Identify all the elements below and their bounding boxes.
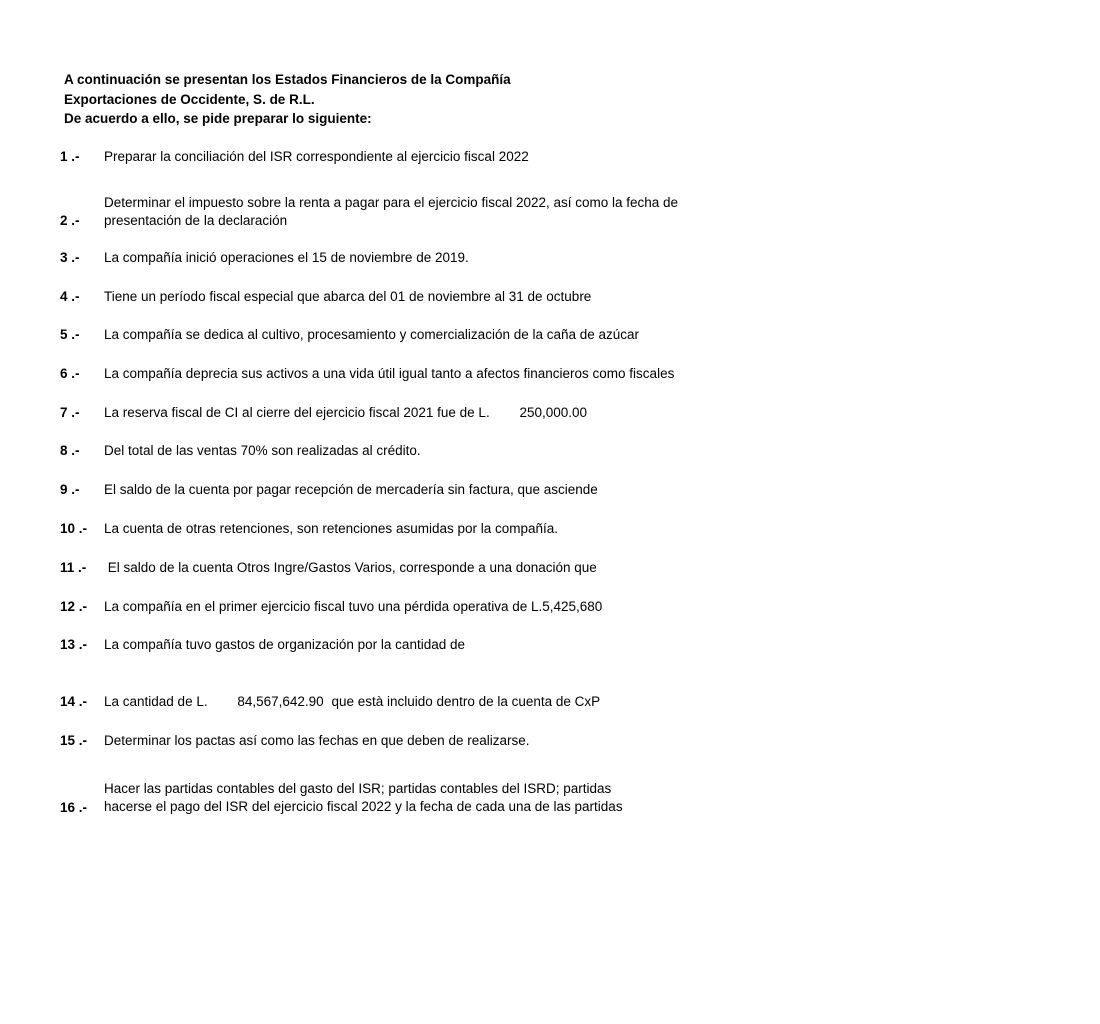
item-text (104, 780, 623, 816)
item-text: La compañía tuvo gastos de organización por la cantidad de (104, 637, 465, 652)
item-number: 15 .- (60, 733, 88, 748)
item-number: 1 .- (60, 149, 80, 164)
item-number: 6 .- (60, 366, 80, 381)
item-text-line-1: Determinar el impuesto sobre la renta a pagar para el ejercicio fiscal 2022, así como la fecha de (104, 195, 679, 210)
item-text: La cuenta de otras retenciones, son retenciones asumidas por la compañía. (104, 521, 559, 536)
item-number: 7 .- (60, 405, 80, 420)
item-text: La compañía deprecia sus activos a una vida útil igual tanto a afectos financieros como fiscales (104, 366, 675, 381)
item-text: Tiene un período fiscal especial que abarca del 01 de noviembre al 31 de octubre (104, 289, 592, 304)
item-number: 12 .- (60, 599, 88, 614)
item-number: 8 .- (60, 443, 80, 458)
item-number: 13 .- (60, 637, 88, 652)
item-text (104, 404, 587, 422)
header-line-3: De acuerdo a ello, se pide preparar lo siguiente: (64, 111, 372, 126)
header-line-1: A continuación se presentan los Estados Financieros de la Compañía (64, 72, 511, 87)
item-amount: 250,000.00 (519, 405, 588, 420)
item-text: Preparar la conciliación del ISR correspondiente al ejercicio fiscal 2022 (104, 149, 529, 164)
item-text-rest: que està incluido dentro de la cuenta de CxP (331, 694, 601, 709)
item-text: El saldo de la cuenta Otros Ingre/Gastos Varios, corresponde a una donación que (104, 560, 597, 575)
item-number: 10 .- (60, 521, 88, 536)
item-text: Determinar los pactas así como las fechas en que deben de realizarse. (104, 733, 530, 748)
item-text-line-2: hacerse el pago del ISR del ejercicio fiscal 2022 y la fecha de cada una de las partidas (104, 799, 623, 814)
item-number: 9 .- (60, 482, 80, 497)
item-number: 2 .- (60, 213, 80, 228)
item-text: El saldo de la cuenta por pagar recepción de mercadería sin factura, que asciende (104, 482, 598, 497)
item-text: Del total de las ventas 70% son realizadas al crédito. (104, 443, 421, 458)
item-text: La compañía inició operaciones el 15 de noviembre de 2019. (104, 250, 469, 265)
item-text: La compañía en el primer ejercicio fiscal tuvo una pérdida operativa de L.5,425,680 (104, 599, 603, 614)
item-text-main: La cantidad de L. (104, 694, 208, 709)
item-number: 16 .- (60, 800, 88, 815)
item-number: 3 .- (60, 250, 80, 265)
item-text-main: La reserva fiscal de CI al cierre del ejercicio fiscal 2021 fue de L. (104, 405, 490, 420)
header-line-2: Exportaciones de Occidente, S. de R.L. (64, 91, 315, 107)
item-number: 11 .- (60, 560, 87, 575)
item-text-line-2: presentación de la declaración (104, 213, 288, 228)
item-number: 14 .- (60, 694, 88, 709)
item-text (104, 194, 678, 230)
item-text: La compañía se dedica al cultivo, procesamiento y comercialización de la caña de azúcar (104, 327, 640, 342)
item-number: 5 .- (60, 327, 80, 342)
item-text-line-1: Hacer las partidas contables del gasto del ISR; partidas contables del ISRD; partidas (104, 781, 612, 796)
item-text (104, 693, 600, 711)
item-amount: 84,567,642.90 (237, 694, 324, 709)
item-number: 4 .- (60, 289, 80, 304)
